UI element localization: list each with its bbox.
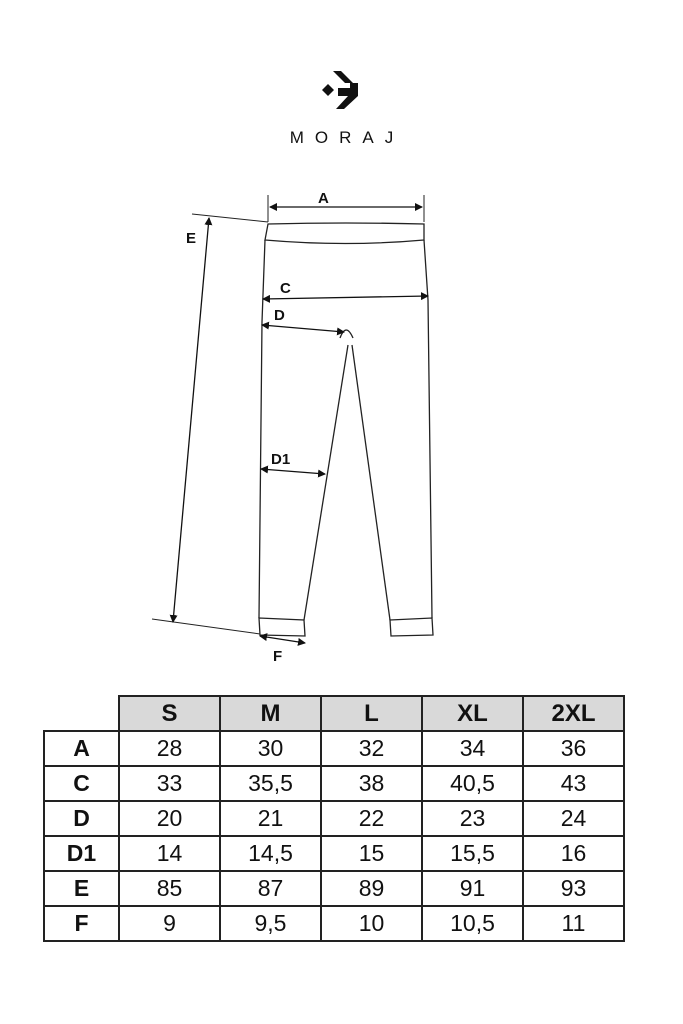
brand-name: MORAJ [289, 128, 405, 147]
measure-label-e: E [186, 230, 197, 247]
table-cell: 14,5 [220, 836, 321, 871]
table-cell: 33 [119, 766, 220, 801]
size-header-row [44, 696, 624, 731]
table-cell: 35,5 [220, 766, 321, 801]
table-cell: 9 [119, 906, 220, 941]
table-cell: 21 [220, 801, 321, 836]
table-cell: 15,5 [422, 836, 523, 871]
table-cell: 11 [523, 906, 624, 941]
row-label: E [44, 871, 119, 906]
table-cell: 89 [321, 871, 422, 906]
table-row [44, 836, 624, 871]
table-cell: 36 [523, 731, 624, 766]
table-cell: 30 [220, 731, 321, 766]
row-label: D1 [44, 836, 119, 871]
table-cell: 32 [321, 731, 422, 766]
row-label: D [44, 801, 119, 836]
table-cell: 9,5 [220, 906, 321, 941]
measure-d1 [261, 451, 325, 474]
table-cell: 43 [523, 766, 624, 801]
table-row [44, 766, 624, 801]
table-cell: 91 [422, 871, 523, 906]
row-label: A [44, 731, 119, 766]
size-header-2xl: 2XL [523, 696, 624, 731]
table-row [44, 801, 624, 836]
table-cell: 16 [523, 836, 624, 871]
size-header-xl: XL [422, 696, 523, 731]
measure-label-d1: D1 [271, 451, 291, 468]
table-cell: 34 [422, 731, 523, 766]
table-cell: 14 [119, 836, 220, 871]
measure-e [152, 214, 268, 634]
table-row [44, 906, 624, 941]
measure-label-f: F [273, 648, 283, 665]
measure-a [268, 190, 424, 222]
size-chart-table [43, 695, 625, 942]
table-cell: 10,5 [422, 906, 523, 941]
measure-label-d: D [274, 307, 285, 324]
table-cell: 22 [321, 801, 422, 836]
table-cell: 93 [523, 871, 624, 906]
table-cell: 87 [220, 871, 321, 906]
table-corner [44, 696, 119, 731]
table-cell: 24 [523, 801, 624, 836]
measure-c [263, 280, 428, 299]
measure-label-c: C [280, 280, 291, 297]
table-cell: 28 [119, 731, 220, 766]
measure-d [262, 307, 344, 332]
table-cell: 38 [321, 766, 422, 801]
table-cell: 23 [422, 801, 523, 836]
table-cell: 20 [119, 801, 220, 836]
measure-label-a: A [318, 190, 329, 207]
row-label: C [44, 766, 119, 801]
table-row [44, 871, 624, 906]
table-cell: 10 [321, 906, 422, 941]
measure-f [260, 636, 305, 665]
table-cell: 15 [321, 836, 422, 871]
row-label: F [44, 906, 119, 941]
table-row [44, 731, 624, 766]
table-cell: 85 [119, 871, 220, 906]
size-header-m: M [220, 696, 321, 731]
table-cell: 40,5 [422, 766, 523, 801]
size-header-s: S [119, 696, 220, 731]
size-header-l: L [321, 696, 422, 731]
